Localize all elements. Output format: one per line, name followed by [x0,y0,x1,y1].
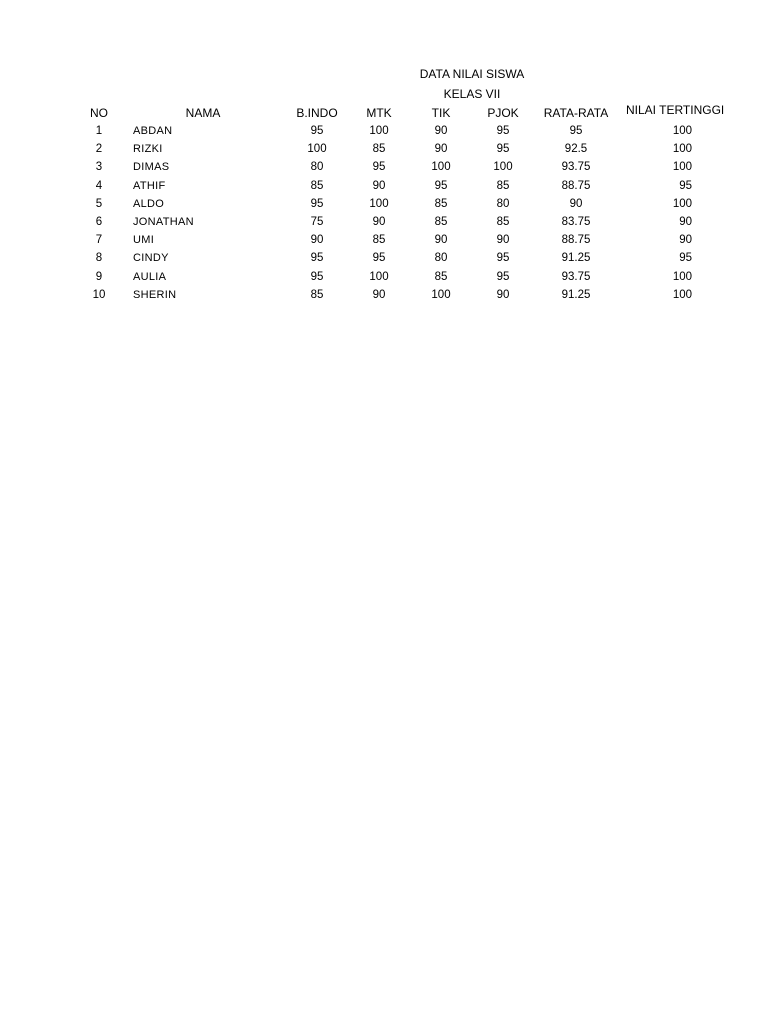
cell-tik: 90 [434,125,448,137]
cell-nama: DIMAS [133,161,170,174]
header-rata-rata: RATA-RATA [543,106,609,120]
table-row [78,286,718,304]
cell-pjok: 90 [496,234,510,247]
table-row [78,140,718,158]
grades-table [78,103,725,304]
cell-nilai-tertinggi: 95 [679,179,692,192]
cell-tik: 95 [434,179,448,192]
cell-bindo: 95 [310,197,324,210]
table-row [78,268,718,286]
cell-nama: ATHIF [133,179,166,192]
cell-pjok: 85 [496,216,510,229]
cell-mtk: 100 [369,270,389,283]
header-nilai-tertinggi: NILAI TERTINGGI [626,103,725,117]
cell-nama: RIZKI [133,143,163,156]
cell-mtk: 95 [372,252,386,265]
cell-rata-rata: 88.75 [561,179,591,192]
cell-mtk: 90 [372,216,386,229]
header-nama: NAMA [185,106,221,120]
cell-rata-rata: 88.75 [561,234,591,247]
cell-no: 7 [95,234,103,247]
cell-nama: ALDO [133,197,165,210]
cell-tik: 85 [434,216,448,229]
cell-bindo: 75 [310,216,324,229]
cell-pjok: 100 [493,161,513,174]
cell-bindo: 80 [310,161,324,174]
header-pjok: PJOK [487,106,519,120]
cell-mtk: 90 [372,288,386,301]
cell-bindo: 100 [307,143,327,156]
cell-mtk: 100 [369,125,389,137]
cell-tik: 85 [434,270,448,283]
cell-nama: CINDY [133,252,169,265]
cell-bindo: 95 [310,252,324,265]
cell-pjok: 95 [496,270,510,283]
cell-nilai-tertinggi: 90 [679,216,692,229]
grades-table-region [78,103,725,304]
cell-rata-rata: 95 [569,125,583,137]
cell-no: 8 [95,252,103,265]
sheet-subtitle: KELAS VII [443,87,501,101]
cell-nama: UMI [133,234,155,247]
cell-no: 3 [95,161,103,174]
cell-rata-rata: 91.25 [561,288,591,301]
cell-mtk: 100 [369,197,389,210]
cell-mtk: 95 [372,161,386,174]
cell-no: 4 [95,179,103,192]
cell-mtk: 85 [372,234,386,247]
cell-nama: SHERIN [133,288,177,301]
header-no: NO [90,106,108,120]
cell-no: 10 [92,288,106,301]
cell-nilai-tertinggi: 100 [672,197,692,210]
cell-no: 5 [95,197,103,210]
cell-nama: AULIA [133,270,167,283]
cell-nilai-tertinggi: 100 [672,125,692,137]
table-row [78,231,718,249]
cell-no: 1 [95,125,103,137]
cell-bindo: 90 [310,234,324,247]
cell-no: 9 [95,270,103,283]
table-row [78,213,718,231]
table-row [78,158,718,176]
cell-rata-rata: 83.75 [561,216,591,229]
sheet-title: DATA NILAI SISWA [419,67,525,81]
cell-bindo: 85 [310,288,324,301]
cell-bindo: 85 [310,179,324,192]
cell-nilai-tertinggi: 100 [672,161,692,174]
cell-nilai-tertinggi: 95 [679,252,692,265]
cell-rata-rata: 93.75 [561,161,591,174]
table-row [78,122,718,140]
cell-tik: 80 [434,252,448,265]
cell-pjok: 95 [496,125,510,137]
cell-rata-rata: 91.25 [561,252,591,265]
cell-nilai-tertinggi: 100 [672,288,692,301]
cell-rata-rata: 90 [569,197,583,210]
cell-tik: 90 [434,234,448,247]
cell-nama: JONATHAN [133,216,194,229]
header-bindo: B.INDO [296,106,338,120]
cell-rata-rata: 93.75 [561,270,591,283]
cell-nilai-tertinggi: 100 [672,143,692,156]
cell-pjok: 80 [496,197,510,210]
header-mtk: MTK [366,106,392,120]
table-row [78,177,718,195]
cell-bindo: 95 [310,125,324,137]
cell-tik: 100 [431,288,451,301]
cell-pjok: 85 [496,179,510,192]
header-row [78,104,718,122]
header-tik: TIK [431,106,451,120]
cell-no: 6 [95,216,103,229]
cell-tik: 90 [434,143,448,156]
cell-mtk: 90 [372,179,386,192]
cell-no: 2 [95,143,103,156]
table-row [78,195,718,213]
cell-tik: 100 [431,161,451,174]
cell-rata-rata: 92.5 [564,143,588,156]
cell-bindo: 95 [310,270,324,283]
cell-nilai-tertinggi: 100 [672,270,692,283]
cell-tik: 85 [434,197,448,210]
cell-pjok: 95 [496,143,510,156]
cell-nama: ABDAN [133,125,173,137]
cell-pjok: 95 [496,252,510,265]
cell-mtk: 85 [372,143,386,156]
table-row [78,249,718,267]
cell-pjok: 90 [496,288,510,301]
cell-nilai-tertinggi: 90 [679,234,692,247]
